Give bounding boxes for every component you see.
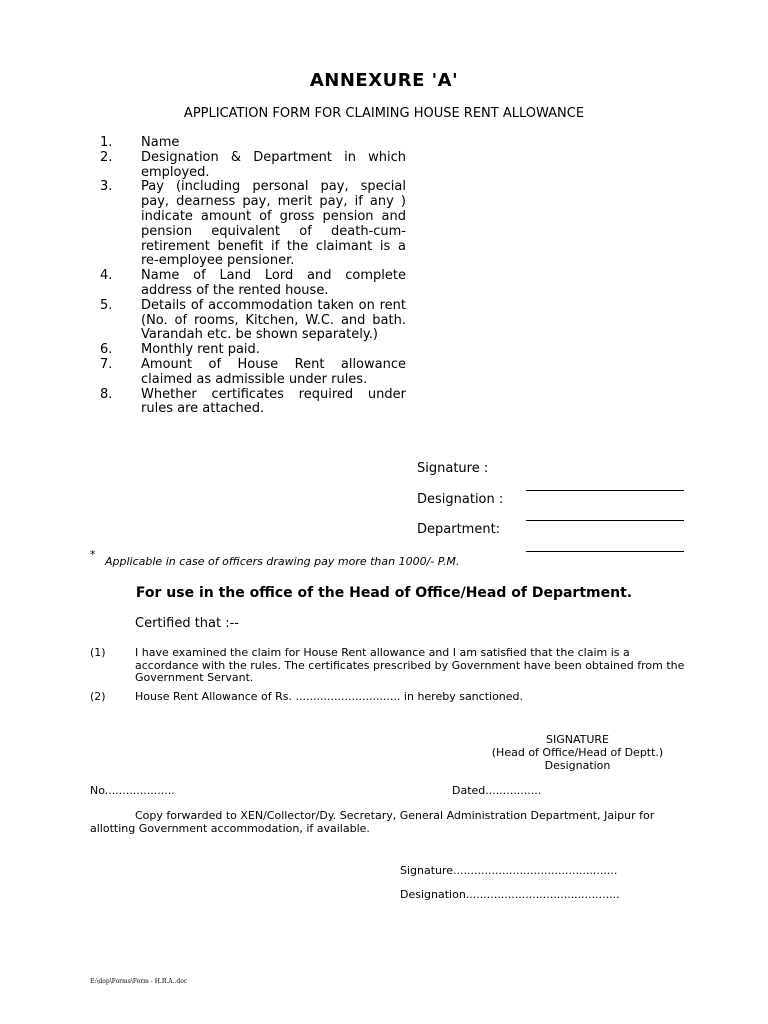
list-item: [100, 180, 406, 269]
item-text: Monthly rent paid.: [141, 342, 260, 358]
list-item: [90, 647, 690, 685]
item-number: 1.: [100, 135, 113, 150]
cert-item-number: (1): [90, 646, 106, 659]
list-item: [100, 358, 406, 388]
list-item: [90, 691, 690, 704]
cert-item-text: House Rent Allowance of Rs. .............................. in hereby sanctioned.: [135, 690, 524, 703]
designation-line: [526, 520, 684, 521]
item-text: Whether certificates required under rules are attached.: [141, 386, 406, 417]
reference-number: No....................: [90, 784, 175, 797]
department-label: Department:: [417, 522, 501, 537]
item-text: Name of Land Lord and complete address of the rented house.: [141, 268, 406, 298]
item-number: 3.: [100, 179, 113, 195]
list-item: [100, 388, 406, 418]
signature-line: [526, 490, 684, 491]
signatory-designation: Designation: [544, 759, 611, 772]
page-title: ANNEXURE 'A': [309, 70, 459, 91]
item-text: Designation & Department in which employed.: [141, 149, 406, 180]
cert-item-text: I have examined the claim for House Rent allowance and I am satisfied that the claim is a accordance with the rules. The certificates prescribed by Government have been obtained from the Government Servant.: [135, 646, 685, 684]
copy-forwarded-text: [90, 810, 686, 835]
item-number: 8.: [100, 386, 113, 402]
list-item: [100, 343, 406, 358]
certified-label: Certified that :--: [135, 616, 239, 631]
form-items-list: [100, 136, 406, 417]
item-number: 5.: [100, 297, 113, 313]
list-item: [100, 151, 406, 181]
bottom-signature-field: Signature...............................................: [400, 864, 618, 877]
cert-item-number: (2): [90, 690, 106, 703]
bottom-designation-field: Designation............................................: [400, 888, 620, 901]
item-number: 4.: [100, 268, 113, 284]
list-item: [100, 269, 406, 299]
signatory-title: (Head of Office/Head of Deptt.): [491, 746, 664, 759]
copy-forwarded-body: Copy forwarded to XEN/Collector/Dy. Secretary, General Administration Department, Jaipur for allotting Government accommodation, if available.: [90, 809, 655, 835]
head-signature-block: [470, 733, 685, 772]
form-subtitle: APPLICATION FORM FOR CLAIMING HOUSE RENT ALLOWANCE: [183, 106, 585, 121]
dated-field: Dated................: [452, 784, 542, 797]
item-number: 6.: [100, 342, 113, 358]
designation-label: Designation :: [417, 492, 504, 507]
item-text: Amount of House Rent allowance claimed as admissible under rules.: [141, 356, 406, 387]
item-number: 2.: [100, 149, 113, 165]
footnote-mark: *: [90, 548, 96, 561]
footnote-text: Applicable in case of officers drawing pay more than 1000/- P.M.: [105, 555, 460, 568]
office-section-heading: For use in the office of the Head of Office/Head of Department.: [135, 585, 633, 601]
signature-heading: SIGNATURE: [545, 733, 609, 746]
list-item: [100, 299, 406, 343]
item-text: Name: [141, 135, 180, 150]
item-number: 7.: [100, 356, 113, 372]
list-item: [100, 136, 406, 151]
department-line: [526, 551, 684, 552]
file-path-footer: E:\dop\Forms\Form - H.R.A..doc: [90, 978, 188, 985]
item-text: Pay (including personal pay, special pay, dearness pay, merit pay, if any ) indicate amount of gross pension and pension equivalent of death-cum-retirement benefit if the claimant is a re-employee pensioner.: [141, 179, 406, 269]
signature-label: Signature :: [417, 461, 489, 476]
item-text: Details of accommodation taken on rent (No. of rooms, Kitchen, W.C. and bath. Varandah etc. be shown separately.): [141, 297, 406, 343]
